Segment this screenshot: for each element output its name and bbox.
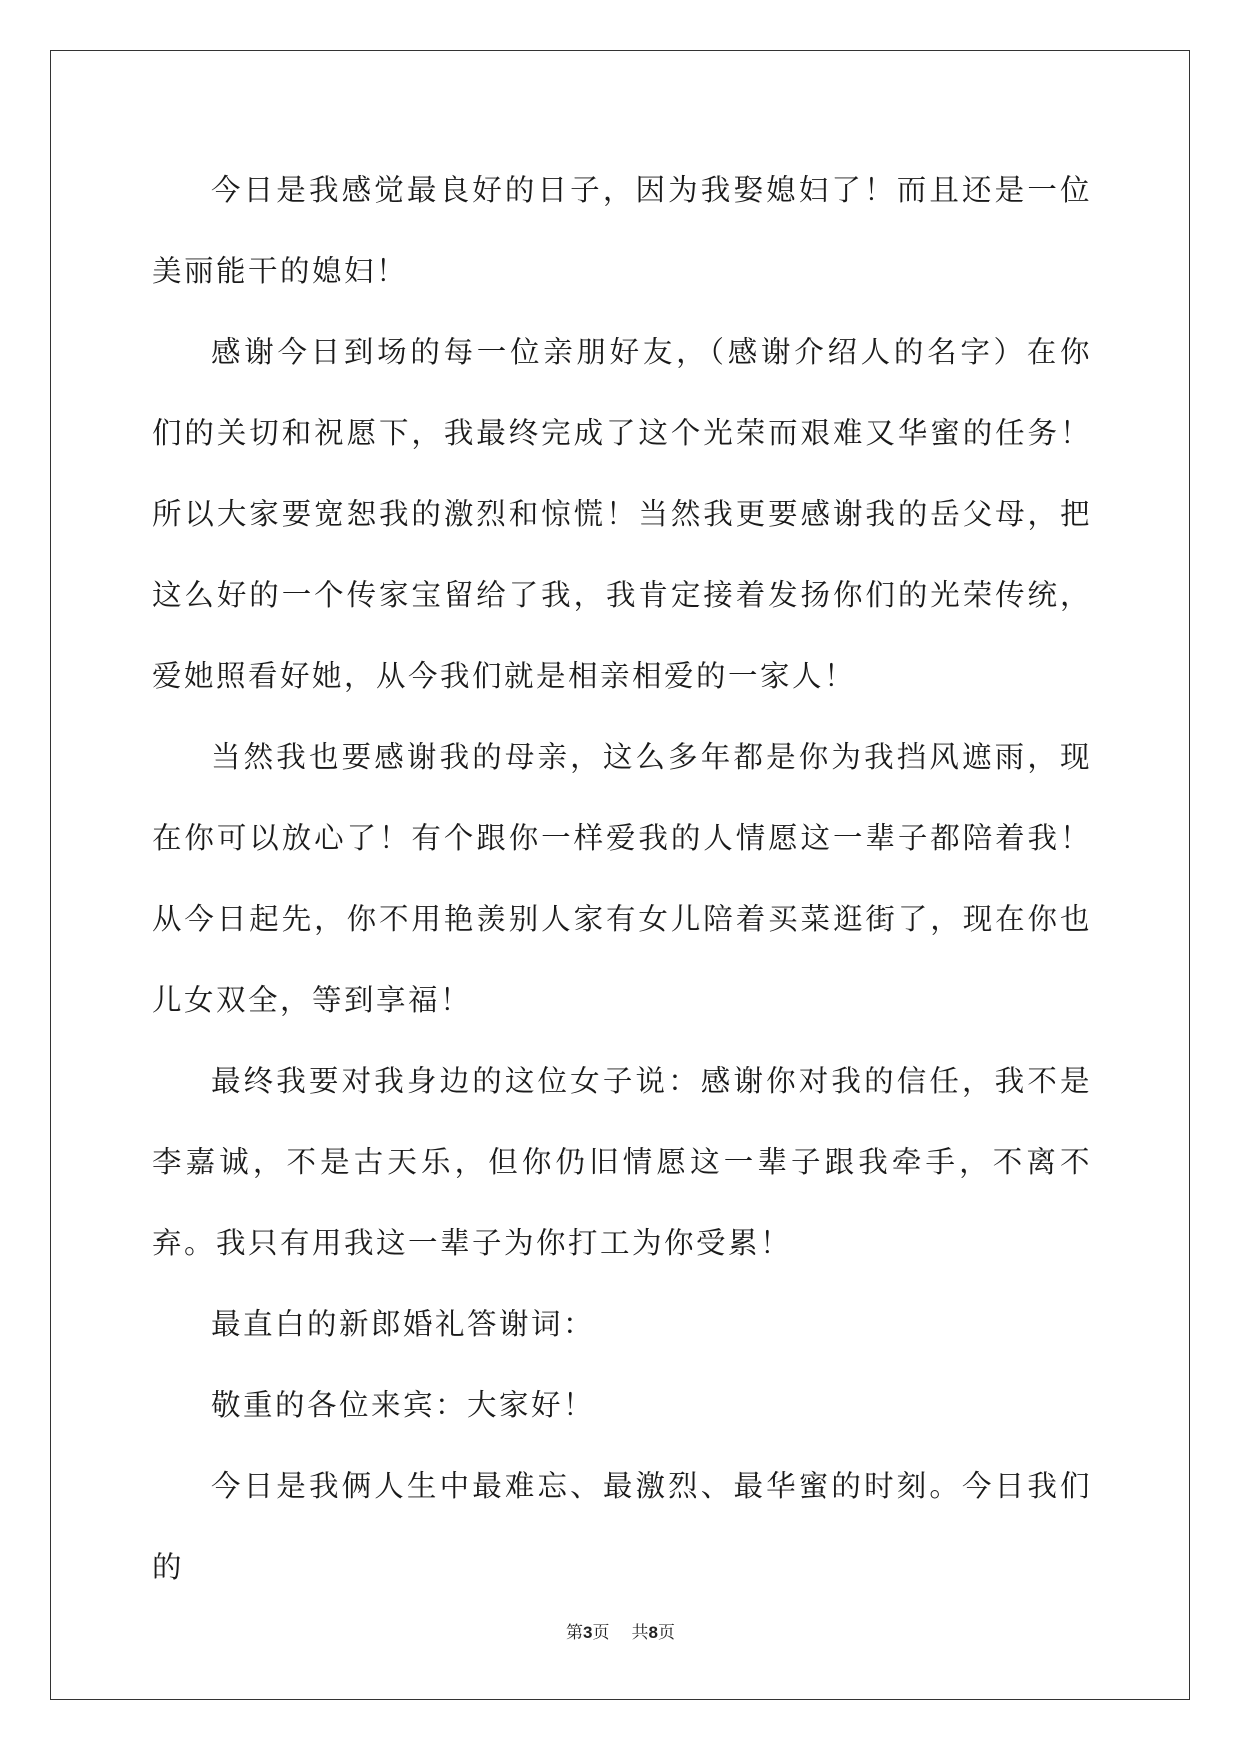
paragraph-2: 感谢今日到场的每一位亲朋好友，（感谢介绍人的名字）在你们的关切和祝愿下，我最终完成了这个光荣而艰难又华蜜的任务！所以大家要宽恕我的激烈和惊慌！当然我更要感谢我的岳父母，把这么好的一个传家宝留给了我，我肯定接着发扬你们的光荣传统，爱她照看好她，从今我们就是相亲相爱的一家人！: [152, 335, 1092, 693]
paragraph-4: 最终我要对我身边的这位女子说：感谢你对我的信任，我不是李嘉诚，不是古天乐，但你仍旧情愿这一辈子跟我牵手，不离不弃。我只有用我这一辈子为你打工为你受累！: [152, 1064, 1092, 1260]
paragraph-5: 最直白的新郎婚礼答谢词：: [211, 1307, 596, 1341]
paragraph-7: 今日是我俩人生中最难忘、最激烈、最华蜜的时刻。今日我们的: [152, 1469, 1092, 1584]
paragraph-6: 敬重的各位来宾：大家好！: [211, 1388, 596, 1422]
page-prefix: 第: [566, 1623, 584, 1643]
document-body: [152, 150, 1092, 1608]
paragraph-3: 当然我也要感谢我的母亲，这么多年都是你为我挡风遮雨，现在你可以放心了！有个跟你一样爱我的人情愿这一辈子都陪着我！从今日起先，你不用艳羡别人家有女儿陪着买菜逛街了，现在你也儿女双全，等到享福！: [152, 740, 1092, 1017]
paragraph-1: 今日是我感觉最良好的日子，因为我娶媳妇了！而且还是一位美丽能干的媳妇！: [152, 173, 1092, 288]
total-suffix: 页: [657, 1623, 675, 1643]
total-prefix: 共: [631, 1623, 649, 1643]
page-current: 3: [583, 1623, 593, 1642]
page-suffix: 页: [592, 1623, 610, 1643]
page-total: 8: [648, 1623, 658, 1642]
page-footer: [0, 1618, 1241, 1643]
